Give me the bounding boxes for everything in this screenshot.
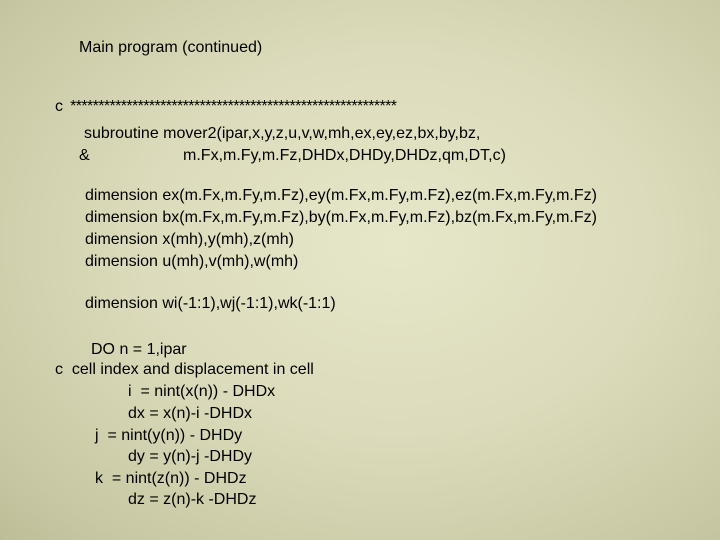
code-line-dimension-e: dimension ex(m.Fx,m.Fy,m.Fz),ey(m.Fx,m.Fy,m.Fz),ez(m.Fx,m.Fy,m.Fz) (85, 187, 597, 204)
slide-title: Main program (continued) (79, 39, 263, 56)
code-line-dy: dy = y(n)-j -DHDy (128, 448, 253, 465)
code-line-i: i = nint(x(n)) - DHDx (128, 383, 276, 400)
code-line-k: k = nint(z(n)) - DHDz (95, 470, 247, 487)
code-line-dimension-weights: dimension wi(-1:1),wj(-1:1),wk(-1:1) (85, 295, 336, 312)
code-line-dimension-xyz: dimension x(mh),y(mh),z(mh) (85, 231, 294, 248)
code-line-dimension-b: dimension bx(m.Fx,m.Fy,m.Fz),by(m.Fx,m.Fy,m.Fz),bz(m.Fx,m.Fy,m.Fz) (85, 209, 597, 226)
code-line-dimension-uvw: dimension u(mh),v(mh),w(mh) (85, 253, 299, 270)
code-line-comment-stars: c ********************************************************** (55, 98, 397, 115)
code-line-comment-cell: c cell index and displacement in cell (55, 361, 314, 378)
code-line-do-loop: DO n = 1,ipar (91, 341, 187, 358)
code-line-dz: dz = z(n)-k -DHDz (128, 491, 257, 508)
code-line-j: j = nint(y(n)) - DHDy (95, 427, 243, 444)
code-line-continuation: & m.Fx,m.Fy,m.Fz,DHDx,DHDy,DHDz,qm,DT,c) (79, 147, 506, 164)
code-line-dx: dx = x(n)-i -DHDx (128, 405, 253, 422)
code-line-subroutine: subroutine mover2(ipar,x,y,z,u,v,w,mh,ex,ey,ez,bx,by,bz, (84, 125, 481, 142)
